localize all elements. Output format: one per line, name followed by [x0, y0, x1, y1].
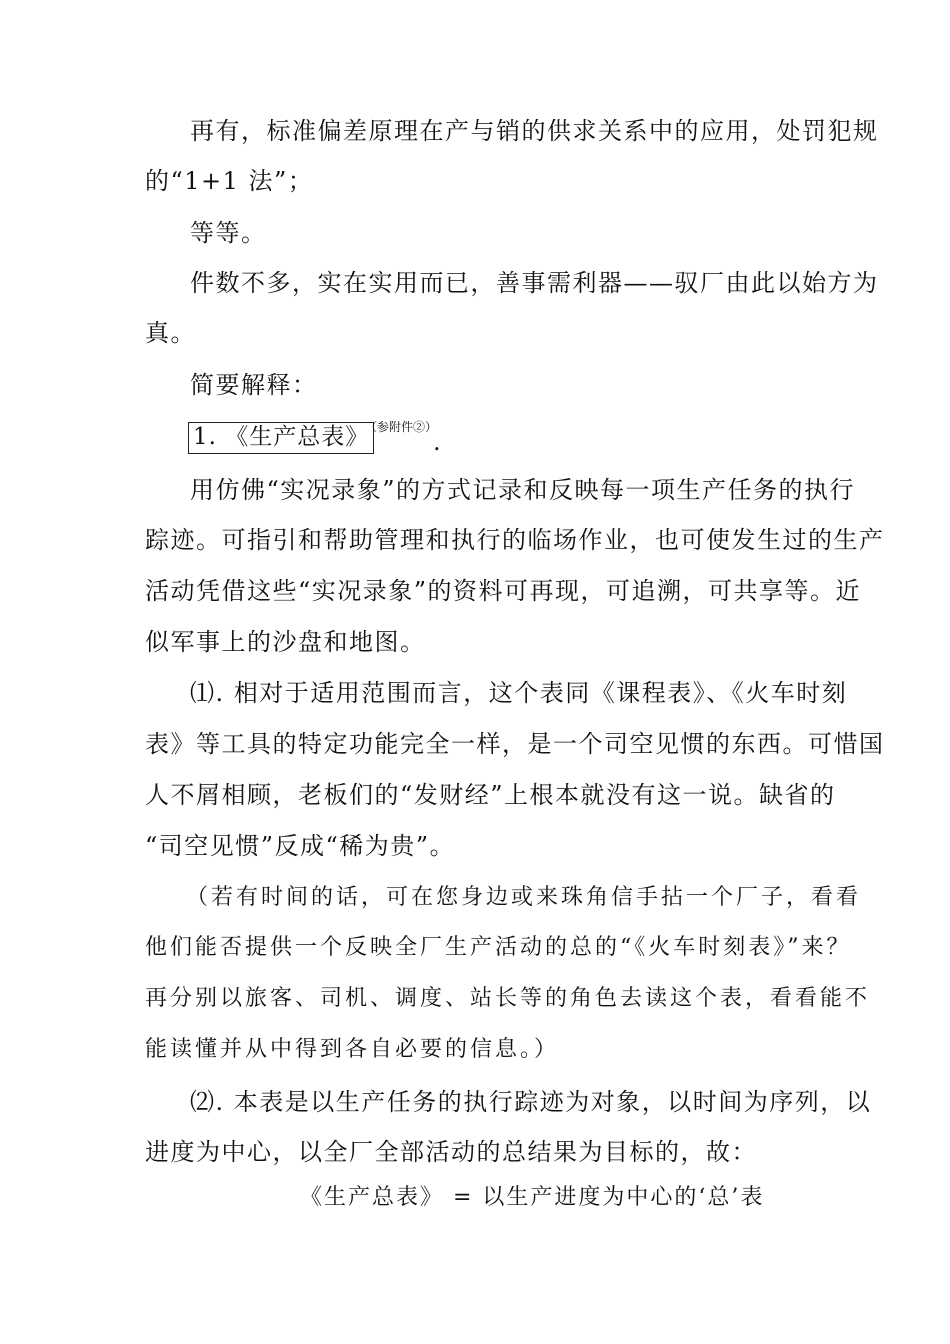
paragraph-line: 活动凭借这些“实况录象”的资料可再现，可追溯，可共享等。近	[145, 577, 862, 605]
paragraph-line: 的“1+1 法”；	[145, 167, 314, 195]
note-line: （若有时间的话，可在您身边或来珠角信手拈一个厂子，看看	[186, 885, 862, 910]
paragraph-line: 再有，标准偏差原理在产与销的供求关系中的应用，处罚犯规	[190, 117, 879, 145]
paragraph-line: ⑵. 本表是以生产任务的执行踪迹为对象，以时间为序列，以	[190, 1088, 872, 1116]
paragraph-line: “司空见惯”反成“稀为贵”。	[145, 832, 456, 860]
paragraph-line: 简要解释：	[190, 371, 318, 399]
paragraph-line: 用仿佛“实况录象”的方式记录和反映每一项生产任务的执行	[190, 476, 856, 504]
section-title-boxed: 1. 《生产总表》	[188, 422, 374, 454]
paragraph-line: 真。	[145, 319, 196, 347]
formula-line: 《生产总表》 = 以生产进度为中心的‘总’表	[300, 1185, 765, 1210]
paragraph-line: 等等。	[190, 219, 267, 247]
note-line: 他们能否提供一个反映全厂生产活动的总的“《火车时刻表》”来？	[145, 935, 852, 960]
paragraph-line: 进度为中心，以全厂全部活动的总结果为目标的，故：	[145, 1138, 757, 1166]
paragraph-line: 人不屑相顾，老板们的“发财经”上根本就没有这一说。缺省的	[145, 781, 836, 809]
paragraph-line: 踪迹。可指引和帮助管理和执行的临场作业，也可使发生过的生产	[145, 526, 885, 554]
paragraph-line: 似军事上的沙盘和地图。	[145, 628, 426, 656]
attachment-reference: （参附件②）	[365, 420, 438, 434]
paragraph-line: 件数不多，实在实用而已，善事需利器——驭厂由此以始方为	[190, 269, 879, 297]
paragraph-line: 表》等工具的特定功能完全一样，是一个司空见惯的东西。可惜国	[145, 730, 885, 758]
paragraph-line: ⑴. 相对于适用范围而言，这个表同《课程表》、《火车时刻	[190, 679, 848, 707]
section-title-period: .	[433, 428, 441, 456]
note-line: 再分别以旅客、司机、调度、站长等的角色去读这个表，看看能不	[145, 986, 871, 1011]
note-line: 能读懂并从中得到各自必要的信息。）	[145, 1037, 560, 1062]
